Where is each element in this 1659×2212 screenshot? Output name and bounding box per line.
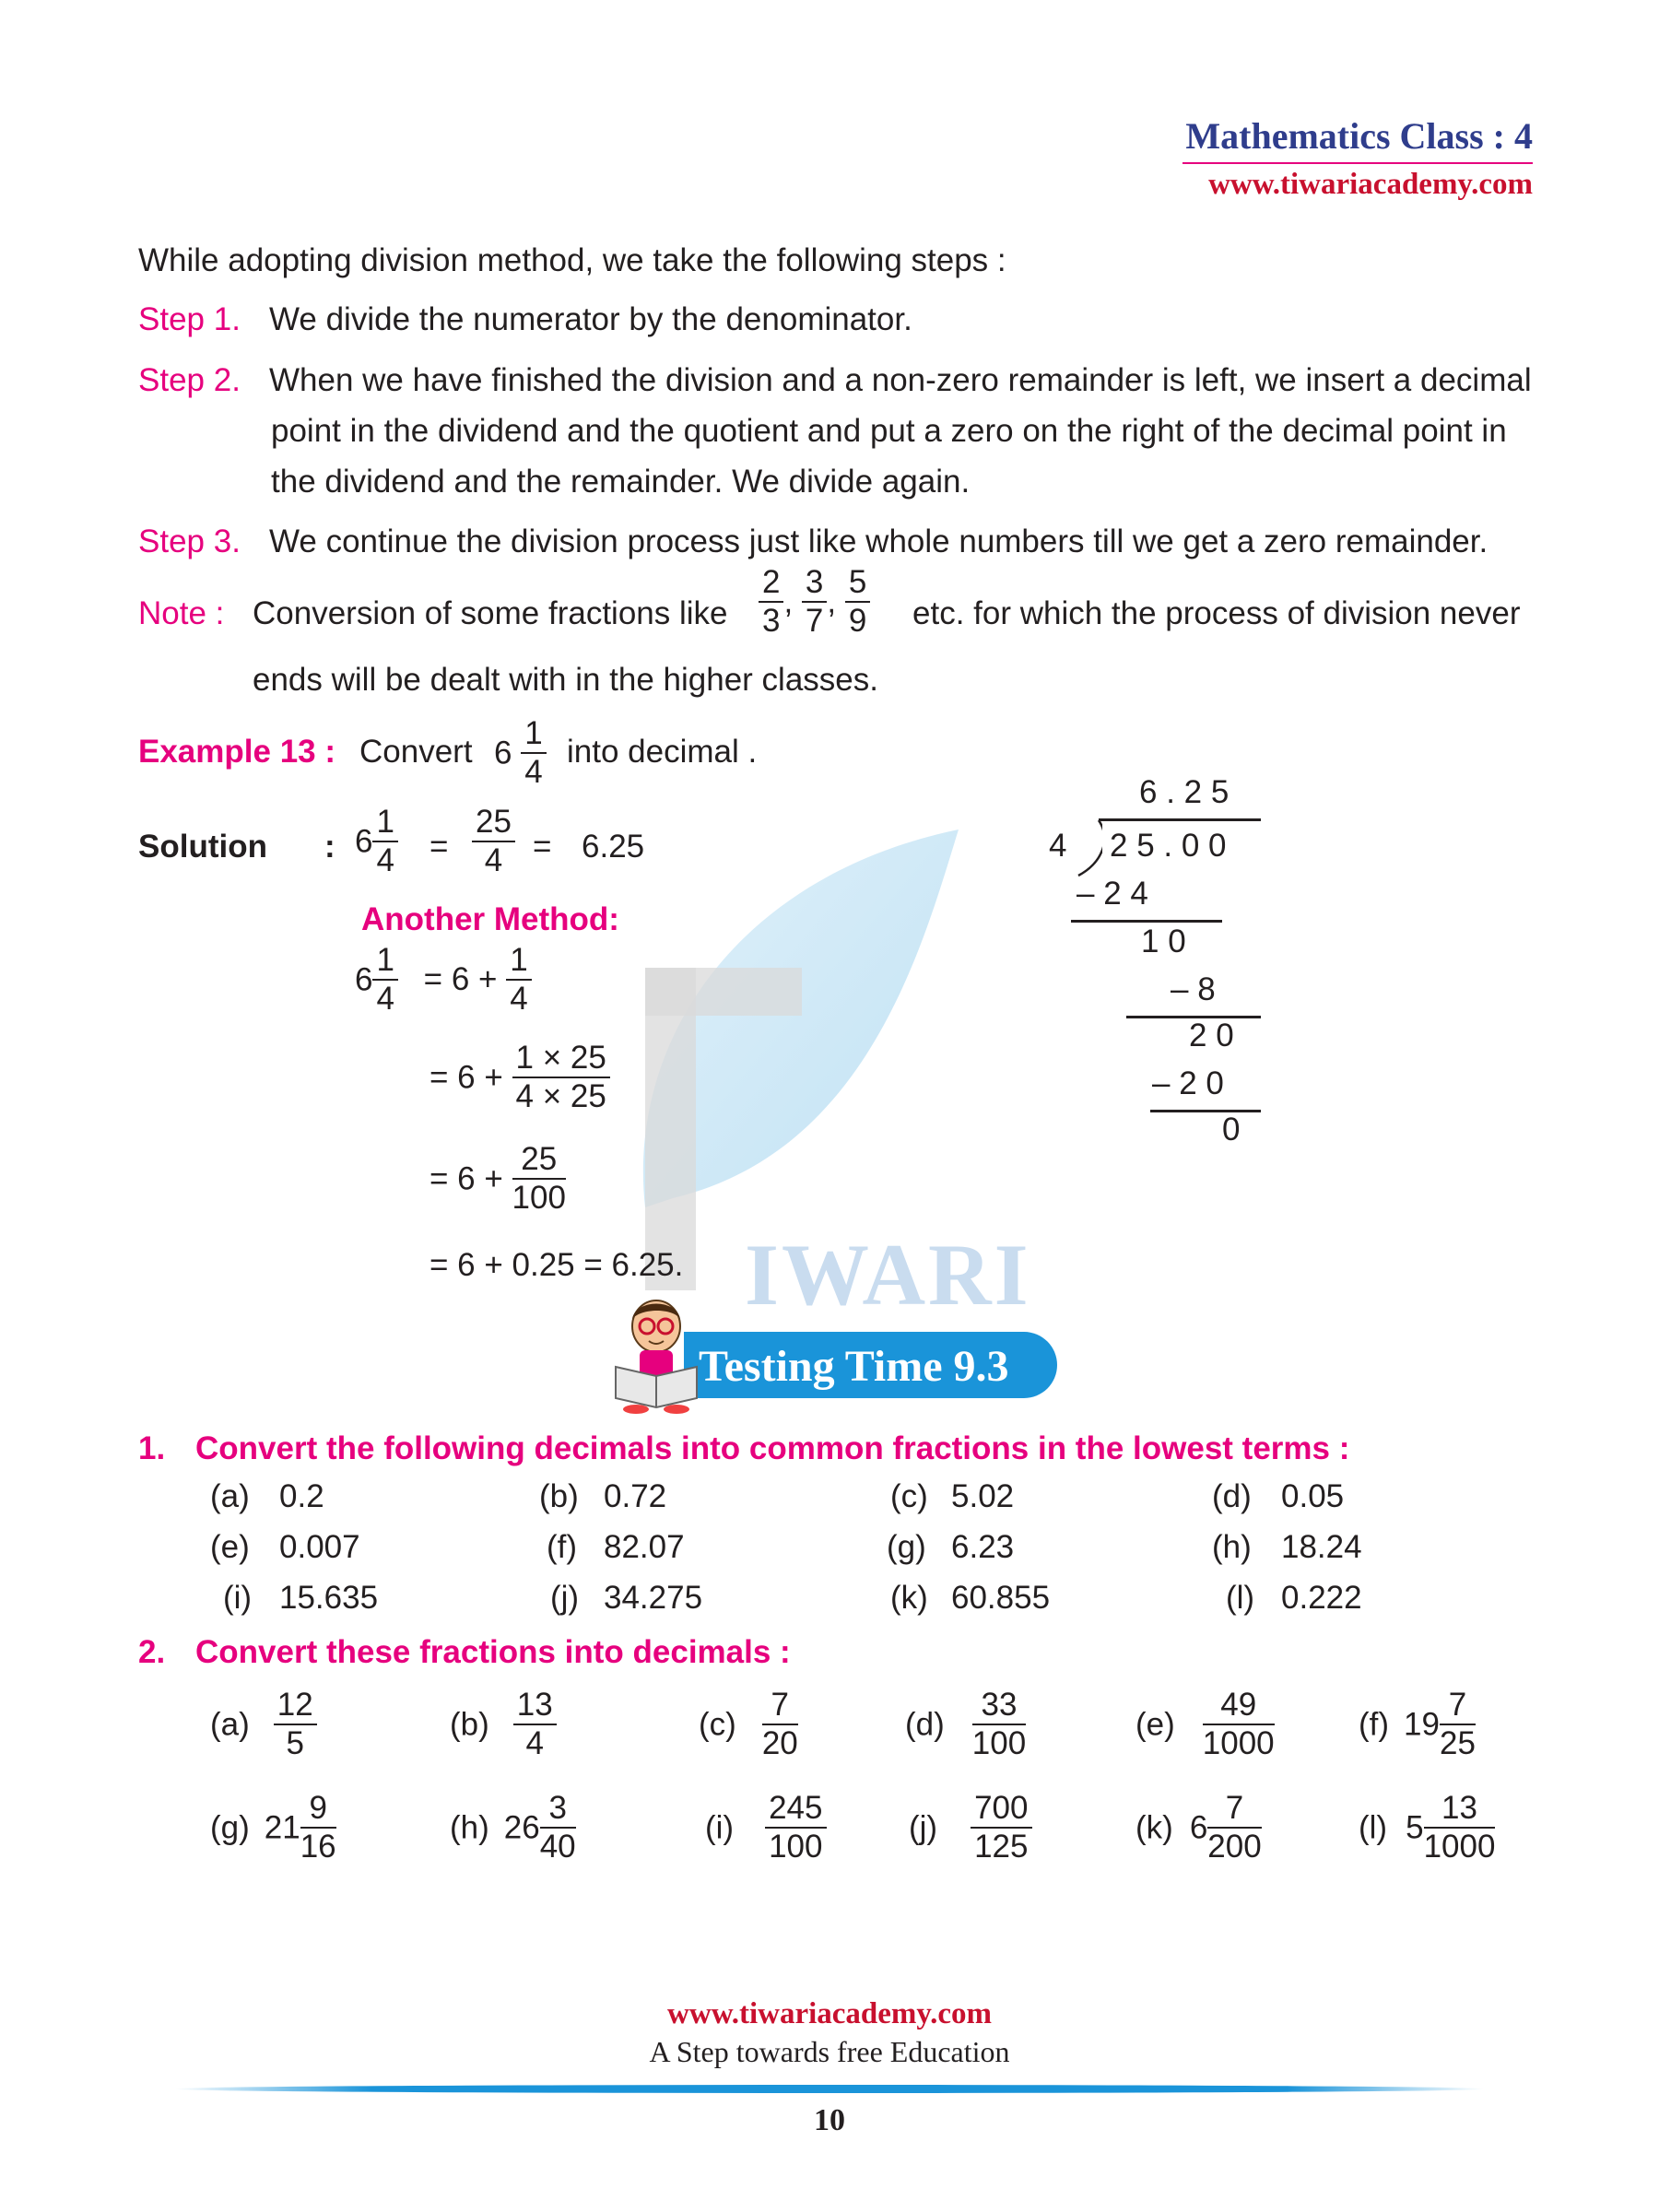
q2-number: 2.: [138, 1634, 166, 1670]
q2-item: (h) 26 $\frac{3}{40}$: [450, 1790, 576, 1865]
q1-item-value: 0.72: [604, 1478, 667, 1514]
q1-item: (c): [890, 1478, 928, 1514]
note-label: Note :: [138, 595, 225, 631]
footer-website[interactable]: www.tiwariacademy.com: [667, 1997, 992, 2030]
q2-item: (a) $\frac{12}{5}$: [210, 1687, 317, 1763]
q2-item: (j) $\frac{700}{125}$: [909, 1790, 1032, 1866]
example-convert-text: Convert: [359, 734, 473, 770]
q1-item: (j): [550, 1580, 580, 1616]
division-step: – 8: [1171, 971, 1216, 1007]
q1-item-value: 0.007: [279, 1529, 360, 1565]
method-line-2: = 6 + $\frac{1 \times 25}{4 \times 25}$: [429, 1040, 610, 1116]
q1-text: Convert the following decimals into common fractions in the lowest terms :: [195, 1430, 1350, 1466]
q2-item: (b) $\frac{13}{4}$: [450, 1687, 557, 1763]
division-divisor: 4: [1049, 828, 1067, 864]
solution-result: 6.25: [582, 829, 645, 865]
solution-equals-2: =: [533, 829, 552, 865]
step-2-label: Step 2.: [138, 362, 241, 398]
solution-label: Solution: [138, 829, 267, 865]
q1-items: [0, 1478, 1659, 1635]
header-subject: Mathematics Class : 4: [1185, 115, 1533, 157]
note-fractions: $\frac{2}{3}$ , $\frac{3}{7}$ , $\frac{5}{9}$: [759, 564, 870, 641]
long-division: [1041, 774, 1272, 1152]
q1-item: (b): [539, 1478, 579, 1514]
solution-colon: :: [324, 829, 335, 865]
q1-item: (d): [1212, 1478, 1252, 1514]
division-step: 0: [1222, 1112, 1241, 1147]
q2-item: (e) $\frac{49}{1000}$: [1135, 1687, 1275, 1762]
note-text-before: Conversion of some fractions like: [253, 595, 728, 631]
page-number: 10: [814, 2103, 845, 2137]
method-line-3: = 6 + $\frac{25}{100}$: [429, 1141, 566, 1217]
division-quotient-bar: [1099, 818, 1261, 821]
step-3-label: Step 3.: [138, 524, 241, 559]
division-rule: [1071, 920, 1222, 923]
division-rule: [1150, 1110, 1261, 1112]
division-step: – 2 4: [1077, 876, 1148, 912]
intro-text: While adopting division method, we take the following steps :: [138, 242, 1006, 278]
q1-item-value: 0.05: [1281, 1478, 1345, 1514]
note-fraction: $\frac{3}{7}$: [802, 564, 827, 641]
note-text-line2: ends will be dealt with in the higher classes.: [253, 662, 878, 698]
testing-time-title: Testing Time 9.3: [699, 1342, 1009, 1391]
solution-improper-fraction: $\frac{25}{4}$: [472, 804, 515, 880]
step-1-text: We divide the numerator by the denominator.: [269, 301, 912, 337]
solution-mixed-fraction: 6 $\frac{1}{4}$: [355, 804, 398, 880]
q1-item: (h): [1212, 1529, 1252, 1565]
solution-equals-1: =: [429, 829, 449, 865]
division-quotient: 6 . 2 5: [1139, 774, 1230, 810]
q1-item-value: 0.222: [1281, 1580, 1362, 1616]
q2-item: (c) $\frac{7}{20}$: [699, 1687, 798, 1762]
division-bracket: [1075, 818, 1102, 877]
q1-item-value: 34.275: [604, 1580, 703, 1616]
step-2-text-line3: the dividend and the remainder. We divide again.: [271, 464, 971, 500]
q1-item-value: 0.2: [279, 1478, 324, 1514]
q1-item-value: 5.02: [951, 1478, 1015, 1514]
division-dividend: 2 5 . 0 0: [1110, 828, 1227, 864]
division-step: 2 0: [1189, 1018, 1234, 1053]
q2-item: (g) 21 $\frac{9}{16}$: [210, 1790, 336, 1865]
q2-item: (i) $\frac{245}{100}$: [705, 1790, 827, 1866]
reading-child-icon: [608, 1295, 705, 1415]
watermark-text: IWARI: [745, 1226, 1031, 1324]
q1-item-value: 6.23: [951, 1529, 1015, 1565]
step-1-label: Step 1.: [138, 301, 241, 337]
testing-time-banner: [684, 1332, 1057, 1398]
method-line-1: 6 $\frac{1}{4}$ = 6 + $\frac{1}{4}$: [355, 942, 532, 1018]
q1-item-value: 18.24: [1281, 1529, 1362, 1565]
division-step: 1 0: [1141, 924, 1186, 959]
q1-number: 1.: [138, 1430, 166, 1466]
q1-item: (a): [210, 1478, 250, 1514]
q2-item: (d) $\frac{33}{100}$: [905, 1687, 1027, 1762]
q1-item-value: 82.07: [604, 1529, 685, 1565]
step-3-text: We continue the division process just like whole numbers till we get a zero remainder.: [269, 524, 1488, 559]
header-divider: [1182, 162, 1533, 164]
another-method-heading: Another Method:: [361, 901, 619, 937]
example-label: Example 13 :: [138, 734, 335, 770]
q2-item: (l) 5 $\frac{13}{1000}$: [1359, 1790, 1496, 1865]
example-tail-text: into decimal .: [567, 734, 758, 770]
footer-divider: [175, 2085, 1484, 2093]
q2-text: Convert these fractions into decimals :: [195, 1634, 791, 1670]
tiwari-leaf-watermark: [590, 765, 1069, 1290]
header-website[interactable]: www.tiwariacademy.com: [1208, 168, 1533, 201]
q1-item-value: 15.635: [279, 1580, 379, 1616]
q1-item: (k): [890, 1580, 928, 1616]
q2-item: (k) 6 $\frac{7}{200}$: [1135, 1790, 1262, 1865]
q1-item-value: 60.855: [951, 1580, 1051, 1616]
step-2-text-line2: point in the dividend and the quotient and put a zero on the right of the decimal point in: [271, 413, 1507, 449]
q1-item: (f): [547, 1529, 578, 1565]
q2-items: [0, 1687, 1659, 1871]
example-mixed-fraction: 6 $\frac{1}{4}$: [494, 715, 547, 792]
q1-item: (l): [1226, 1580, 1255, 1616]
q1-item: (i): [223, 1580, 253, 1616]
note-text-after: etc. for which the process of division never: [912, 595, 1521, 631]
q1-item: (e): [210, 1529, 250, 1565]
division-step: – 2 0: [1152, 1065, 1224, 1101]
note-fraction: $\frac{2}{3}$: [759, 564, 783, 641]
note-fraction: $\frac{5}{9}$: [845, 564, 870, 641]
footer-tagline: A Step towards free Education: [649, 2035, 1010, 2068]
step-2-text-line1: When we have finished the division and a non-zero remainder is left, we insert a decimal: [269, 362, 1532, 398]
q2-item: (f) 19 $\frac{7}{25}$: [1359, 1687, 1476, 1762]
method-line-4: = 6 + 0.25 = 6.25.: [429, 1247, 684, 1283]
q1-item: (g): [887, 1529, 926, 1565]
